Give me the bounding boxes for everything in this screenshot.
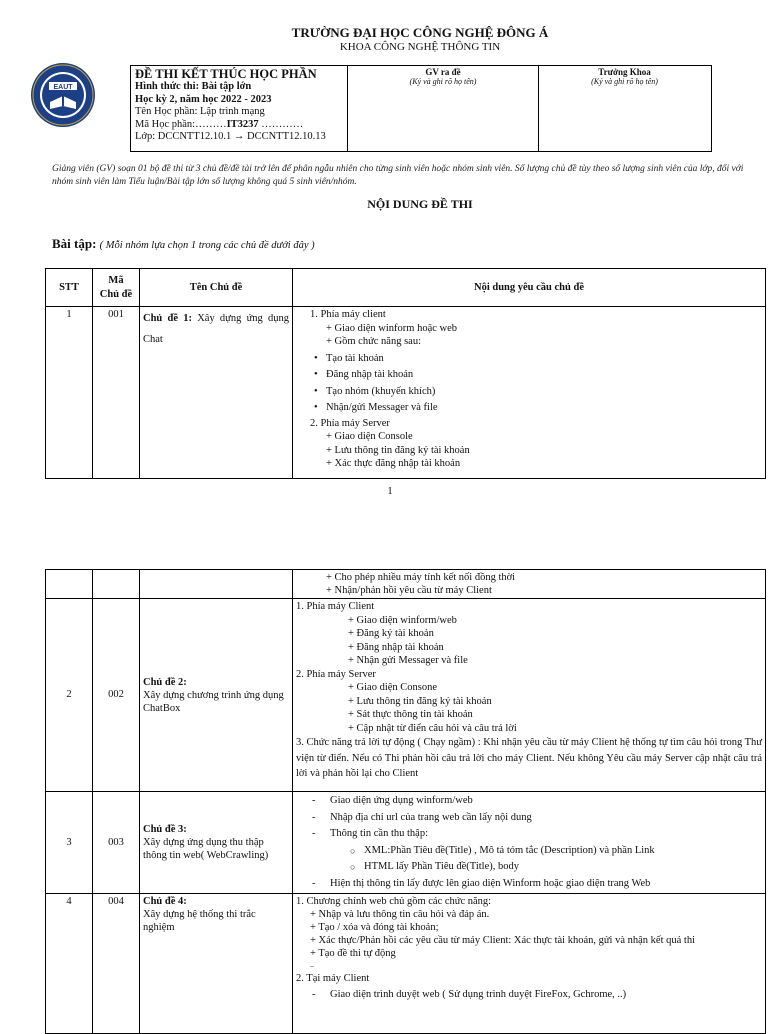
- exam-form: Hình thức thi: Bài tập lớn: [135, 81, 252, 92]
- content-line: [296, 826, 762, 843]
- topics-table: [45, 268, 766, 479]
- circle-text: ○ HTML lấy Phần Tiêu đề(Title), body: [364, 861, 519, 872]
- topic-stt: 4: [46, 894, 93, 1034]
- topic-stt: 2: [46, 599, 93, 792]
- topic-code: 003: [93, 792, 140, 894]
- topic-name-bold: Chủ đề 3:: [143, 824, 187, 835]
- assignment-hint: ( Mỗi nhóm lựa chọn 1 trong các chủ đề dưới đây ): [99, 240, 315, 251]
- table-row: [46, 894, 766, 1034]
- topic-stt: 3: [46, 792, 93, 894]
- content-line: 2. Phía máy Server: [310, 417, 390, 429]
- topic-name-bold: Chủ đề 4:: [143, 896, 187, 907]
- topic-name: [140, 307, 293, 479]
- table-row: [46, 570, 766, 599]
- content-title: NỘI DUNG ĐỀ THI: [367, 197, 473, 211]
- header-stt: STT: [46, 269, 93, 307]
- content-line: 1. Chương chính web chủ gồm các chức năng:: [296, 896, 492, 907]
- content-line: + Gồm chức năng sau:: [326, 336, 422, 347]
- course-code-suffix: …………: [258, 118, 304, 130]
- content-line: + Lưu thông tin đăng ký tài khoản: [348, 695, 492, 707]
- topic-code: 001: [93, 307, 140, 479]
- university-logo-icon: [30, 62, 96, 128]
- content-line: [296, 793, 762, 810]
- table-row: [46, 307, 766, 479]
- content-line: ..: [310, 960, 314, 969]
- content-line: + Giao diện Consone: [348, 682, 438, 693]
- university-name: TRƯỜNG ĐẠI HỌC CÔNG NGHỆ ĐÔNG Á: [291, 25, 549, 40]
- dash-text: - Thông tin cần thu thập:: [330, 828, 428, 839]
- topic-stt: [46, 570, 93, 599]
- table-row: [46, 792, 766, 894]
- topic-name: [140, 894, 293, 1034]
- dash-text: - Nhập địa chỉ url của trang web cần lấy nội dung: [330, 812, 532, 823]
- topic-code: 002: [93, 599, 140, 792]
- logo-text: EAUT: [53, 84, 73, 91]
- topic-name-bold: Chủ đề 2:: [143, 676, 187, 688]
- content-line: + Cho phép nhiều máy tính kết nối đồng thời: [326, 572, 516, 583]
- topic-name-rest: Xây dựng hệ thống thi trắc nghiệm: [143, 909, 256, 933]
- assignment-label: Bài tập:: [52, 236, 97, 251]
- topic-content: [293, 307, 766, 479]
- content-line: [296, 384, 762, 401]
- content-line: + Nhận gửi Messager và file: [348, 655, 468, 666]
- exam-info-cell: [131, 66, 348, 151]
- content-line: + Giao diện winform/web: [348, 614, 457, 626]
- content-line: + Giao diện winform hoặc web: [326, 322, 458, 334]
- dean-title: Trưởng Khoa: [598, 67, 651, 77]
- topic-stt: 1: [46, 307, 93, 479]
- course-code-line: [135, 119, 343, 132]
- exam-semester: Học kỳ 2, năm học 2022 - 2023: [135, 93, 272, 105]
- topic-code: 004: [93, 894, 140, 1034]
- content-line: [296, 400, 762, 417]
- content-line: [296, 810, 762, 827]
- content-line: + Lưu thông tin đăng ký tài khoản: [326, 444, 470, 456]
- content-line: 2. Phía máy Server: [296, 668, 376, 680]
- bullet-text: • Tạo nhóm (khuyến khích): [326, 386, 435, 397]
- content-line: + Đăng ký tài khoản: [348, 628, 434, 639]
- table-header-row: [46, 269, 766, 307]
- topic-content: [293, 792, 766, 894]
- content-line: + Giao diện Console: [326, 431, 413, 442]
- topic-name-rest: Xây dựng chương trình ứng dụng ChatBox: [143, 689, 284, 714]
- topic-content: [293, 599, 766, 792]
- header-code-line1: Mã: [108, 274, 124, 286]
- lecturer-title: GV ra đề: [425, 67, 461, 77]
- course-name: Tên Học phần: Lập trình mạng: [135, 106, 265, 117]
- table-row: [46, 599, 766, 792]
- exam-title: ĐỀ THI KẾT THÚC HỌC PHẦN: [135, 67, 317, 81]
- bullet-text: • Đăng nhập tài khoản: [326, 369, 413, 380]
- bullet-text: • Tạo tài khoản: [326, 353, 384, 364]
- content-line: 2. Tại máy Client: [296, 973, 370, 984]
- topic-content: [293, 894, 766, 1034]
- dean-sign-cell: [538, 66, 711, 151]
- header-code-line2: Chủ đề: [99, 288, 133, 300]
- content-line: [296, 843, 762, 860]
- lecturer-sign-note: (Ký và ghi rõ họ tên): [409, 77, 477, 86]
- topics-table-continued: [45, 569, 766, 1034]
- content-line: + Tạo đề thi tự động: [310, 948, 396, 959]
- content-line: + Nhập và lưu thông tin câu hỏi và đáp án.: [310, 909, 490, 920]
- lecturer-sign-cell: [348, 66, 539, 151]
- content-line: + Xác thực/Phản hồi các yêu cầu từ máy Client: Xác thực tài khoản, gửi và nhận kết quả thi: [310, 935, 695, 946]
- header-code: [93, 269, 140, 307]
- exam-info-box: [130, 65, 712, 152]
- content-line: [296, 876, 762, 893]
- content-line: [296, 988, 762, 1001]
- faculty-name: KHOA CÔNG NGHỆ THÔNG TIN: [339, 41, 501, 53]
- content-line: [296, 859, 762, 876]
- topic-content: [293, 570, 766, 599]
- content-line: 1. Phía máy Client: [296, 601, 375, 612]
- circle-text: ○ XML:Phần Tiêu đề(Title) , Mô tả tóm tắc (Description) và phần Link: [364, 845, 655, 856]
- topic-name-bold: Chủ đề 1:: [143, 313, 192, 324]
- content-line: + Nhận/phản hồi yêu cầu từ máy Client: [326, 585, 492, 596]
- page-number: 1: [387, 485, 393, 497]
- header-content: Nội dung yêu cầu chủ đề: [293, 269, 766, 307]
- topic-name: [140, 599, 293, 792]
- assignment-heading: [52, 236, 315, 252]
- content-line: + Sát thực thông tin tài khoản: [348, 709, 473, 720]
- content-line: + Xác thực đăng nhập tài khoản: [326, 458, 461, 469]
- topic-name: [140, 570, 293, 599]
- class-list: Lớp: DCCNTT12.10.1 → DCCNTT12.10.13: [135, 131, 326, 142]
- dash-text: - Hiện thị thông tin lấy được lên giao diện Winform hoặc giao diện trang Web: [330, 878, 650, 889]
- content-line: + Cập nhật từ điển câu hỏi và câu trả lời: [348, 722, 517, 734]
- bullet-text: • Nhận/gửi Messager và file: [326, 402, 438, 413]
- dash-text: - Giao diện trình duyệt web ( Sử dụng trình duyệt FireFox, Gchrome, ..): [330, 989, 626, 1000]
- course-code: IT3237: [226, 118, 259, 130]
- dash-text: - Giao diện ứng dụng winform/web: [330, 795, 473, 806]
- content-line: + Tạo / xóa và đóng tài khoản;: [310, 922, 439, 933]
- content-line: [296, 367, 762, 384]
- topic-code: [93, 570, 140, 599]
- content-line: [296, 351, 762, 368]
- header-name: Tên Chủ đề: [140, 269, 293, 307]
- lecturer-note: Giảng viên (GV) soạn 01 bộ đề thi từ 3 chủ đề/đề tài trở lên để phân ngẫu nhiên cho từng sinh viên hoặc nhóm sinh viên. Số lượng chủ đề tùy theo số lượng sinh viên của lớp, đối với nhóm sinh viên làm Tiểu luận/Bài tập lớn số lượng không quá 5 sinh viên/nhóm.: [52, 164, 744, 187]
- topic-name: [140, 792, 293, 894]
- topic-name-rest: Xây dựng ứng dụng thu thập thông tin web( WebCrawling): [143, 837, 269, 861]
- content-line: 1. Phía máy client: [310, 309, 386, 320]
- course-code-prefix: Mã Học phần:………: [135, 118, 227, 130]
- dean-sign-note: (Ký và ghi rõ họ tên): [591, 77, 658, 86]
- content-line: + Đăng nhập tài khoản: [348, 641, 444, 653]
- content-line: 3. Chức năng trả lời tự động ( Chạy ngầm) : Khi nhận yêu cầu từ máy Client hệ thống tự tìm câu hỏi trong Thư viện từ điển. Nếu có Thì phản hồi câu trả lời cho máy Client. Nếu không Yêu cầu máy Server cập nhật câu trả lời và phản hồi lại cho Client: [296, 737, 762, 779]
- topic-name-rest: Xây dựng ứng dụng Chat: [143, 313, 289, 345]
